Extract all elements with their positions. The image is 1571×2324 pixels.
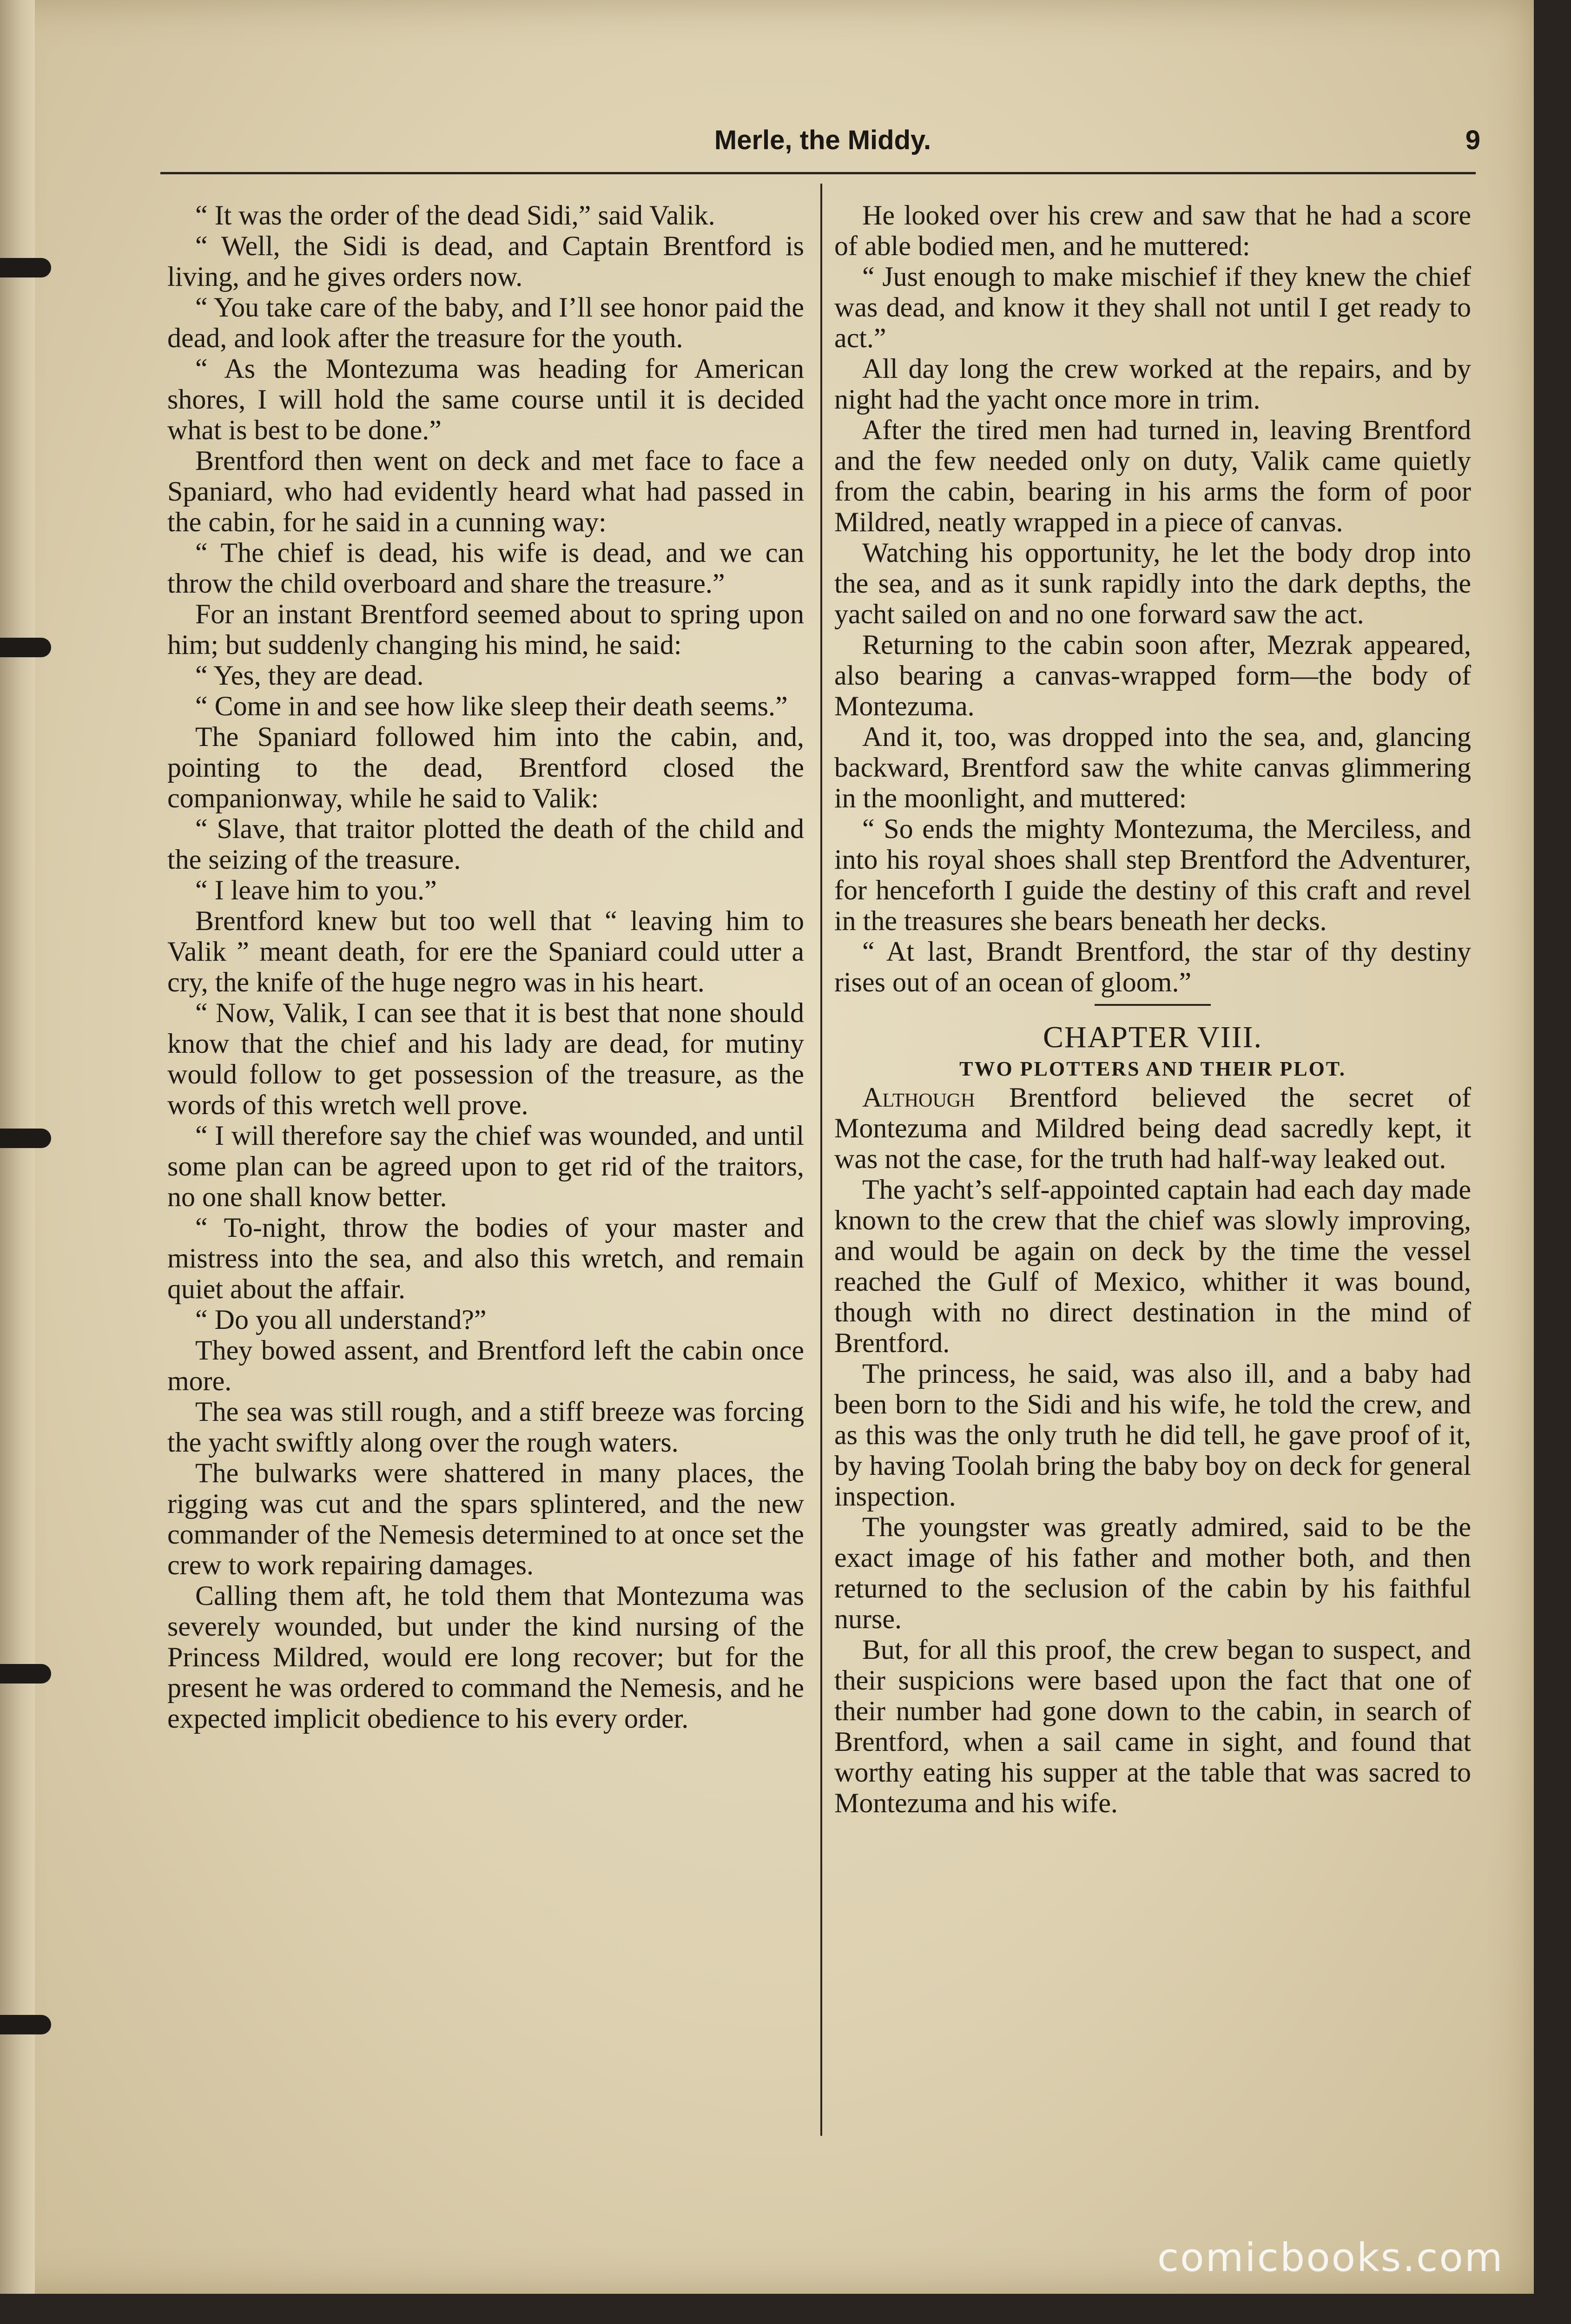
right-column-text-after-chapter <box>834 1174 1471 1818</box>
paragraph: “ Come in and see how like sleep their death seems.” <box>195 691 788 721</box>
paragraph: “ Yes, they are dead. <box>195 660 424 691</box>
paragraph: “ Do you all understand?” <box>195 1304 487 1335</box>
paragraph: He looked over his crew and saw that he had a score of able bodied men, and he muttered: <box>834 200 1471 261</box>
paragraph: After the tired men had turned in, leaving Brentford and the few needed only on duty, Valik came quietly from the cabin, bearing in his arms the form of poor Mildred, neatly wrapped in a piece of canvas. <box>834 415 1471 537</box>
paragraph: The youngster was greatly admired, said to be the exact image of his father and mother both, and then returned to the seclusion of the cabin by his faithful nurse. <box>834 1512 1471 1634</box>
paragraph: Returning to the cabin soon after, Mezrak appeared, also bearing a canvas-wrapped form—the body of Montezuma. <box>834 629 1471 721</box>
paragraph: All day long the crew worked at the repairs, and by night had the yacht once more in trim. <box>834 353 1471 415</box>
paragraph: The princess, he said, was also ill, and a baby had been born to the Sidi and his wife, he told the crew, and as this was the only truth he did tell, he gave proof of it, by having Toolah bring the baby boy on deck for general inspection. <box>834 1358 1471 1512</box>
paragraph: “ It was the order of the dead Sidi,” said Valik. <box>195 200 715 231</box>
left-column <box>167 200 804 2143</box>
paragraph: “ Well, the Sidi is dead, and Captain Brentford is living, and he gives orders now. <box>167 231 804 292</box>
paragraph: They bowed assent, and Brentford left the cabin once more. <box>167 1335 804 1396</box>
paragraph: “ As the Montezuma was heading for American shores, I will hold the same course until it is decided what is best to be done.” <box>167 353 804 445</box>
chapter-subtitle: TWO PLOTTERS AND THEIR PLOT. <box>959 1057 1346 1080</box>
chapter-first-paragraph <box>834 1082 1471 1174</box>
right-column <box>834 200 1471 2143</box>
binding-stitch <box>0 2015 51 2034</box>
paragraph: Brentford knew but too well that “ leaving him to Valik ” meant death, for ere the Spaniard could utter a cry, the knife of the huge negro was in his heart. <box>167 905 804 997</box>
paragraph: “ I will therefore say the chief was wounded, and until some plan can be agreed upon to get rid of the traitors, no one shall know better. <box>167 1120 804 1212</box>
paragraph: The Spaniard followed him into the cabin, and, pointing to the dead, Brentford closed the companionway, while he said to Valik: <box>167 721 804 813</box>
paragraph: The sea was still rough, and a stiff breeze was forcing the yacht swiftly along over the rough waters. <box>167 1396 804 1458</box>
paragraph: Calling them aft, he told them that Montezuma was severely wounded, but under the kind nursing of the Princess Mildred, would ere long recover; but for the present he was ordered to command the Nemesis, and he expected implicit obedience to his every order. <box>167 1580 804 1734</box>
paragraph: Brentford then went on deck and met face to face a Spaniard, who had evidently heard what had passed in the cabin, for he said in a cunning way: <box>167 445 804 537</box>
paragraph: “ So ends the mighty Montezuma, the Merciless, and into his royal shoes shall step Brentford the Adventurer, for henceforth I guide the destiny of this craft and revel in the treasures she bears beneath her decks. <box>834 813 1471 936</box>
paragraph: Watching his opportunity, he let the body drop into the sea, and as it sunk rapidly into the dark depths, the yacht sailed on and no one forward saw the act. <box>834 537 1471 629</box>
binding-stitch <box>0 638 51 657</box>
paragraph: And it, too, was dropped into the sea, and, glancing backward, Brentford saw the white canvas glimmering in the moonlight, and muttered: <box>834 721 1471 813</box>
watermark-text: comicbooks.com <box>1157 2235 1504 2280</box>
running-title: Merle, the Middy. <box>714 125 931 155</box>
header-rule <box>160 172 1476 174</box>
page-number: 9 <box>1465 125 1480 155</box>
paragraph: “ I leave him to you.” <box>195 875 437 905</box>
paragraph: The bulwarks were shattered in many places, the rigging was cut and the spars splintered, and the new commander of the Nemesis determined to at once set the crew to work repairing damages. <box>167 1458 804 1580</box>
right-column-text-before-chapter <box>834 200 1471 997</box>
paragraph: But, for all this proof, the crew began to suspect, and their suspicions were based upon the fact that one of their number had gone down to the cabin, in search of Brentford, when a sail came in sight, and found that worthy eating his supper at the table that was sacred to Montezuma and his wife. <box>834 1634 1471 1818</box>
section-end-rule <box>1095 1004 1211 1006</box>
paragraph: “ You take care of the baby, and I’ll see honor paid the dead, and look after the treasure for the youth. <box>167 292 804 353</box>
column-divider <box>820 184 822 2136</box>
paragraph: “ Now, Valik, I can see that it is best that none should know that the chief and his lady are dead, for mutiny would follow to get possession of the treasure, as the words of this wretch well prove. <box>167 997 804 1120</box>
paragraph: For an instant Brentford seemed about to spring upon him; but suddenly changing his mind, he said: <box>167 599 804 660</box>
paragraph: “ Just enough to make mischief if they knew the chief was dead, and know it they shall not until I get ready to act.” <box>834 261 1471 353</box>
binding-stitch <box>0 1129 51 1148</box>
paragraph: “ The chief is dead, his wife is dead, and we can throw the child overboard and share the treasure.” <box>167 537 804 599</box>
paragraph: “ To-night, throw the bodies of your master and mistress into the sea, and also this wretch, and remain quiet about the affair. <box>167 1212 804 1304</box>
paragraph: The yacht’s self-appointed captain had each day made known to the crew that the chief was slowly improving, and would be again on deck by the time the vessel reached the Gulf of Mexico, whither it was bound, though with no direct destination in the mind of Brentford. <box>834 1174 1471 1358</box>
binding-stitch <box>0 1664 51 1684</box>
chapter-title: CHAPTER VIII. <box>1043 1020 1263 1054</box>
paragraph: “ At last, Brandt Brentford, the star of thy destiny rises out of an ocean of gloom.” <box>834 936 1471 997</box>
chapter-first-word: Although <box>862 1082 975 1113</box>
paragraph: “ Slave, that traitor plotted the death of the child and the seizing of the treasure. <box>167 813 804 875</box>
binding-stitch <box>0 258 51 277</box>
chapter-first-paragraph-text: Brentford believed the secret of Montezuma and Mildred being dead sacredly kept, it was not the case, for the truth had half-way leaked out. <box>834 1082 1471 1174</box>
